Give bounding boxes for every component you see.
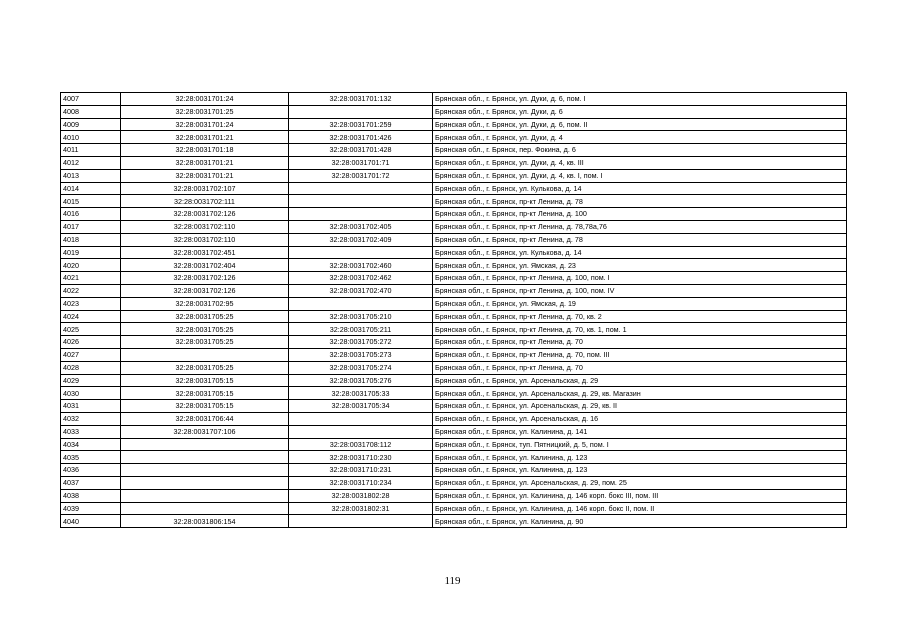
row-number-cell: 4028 [61, 361, 121, 374]
object-cadastral-number-cell: 32:28:0031705:211 [289, 323, 433, 336]
address-cell: Брянская обл., г. Брянск, ул. Дуки, д. 4, кв. I, пом. I [433, 169, 847, 182]
land-cadastral-number-cell: 32:28:0031701:25 [121, 105, 289, 118]
row-number-cell: 4010 [61, 131, 121, 144]
land-cadastral-number-cell: 32:28:0031705:25 [121, 336, 289, 349]
row-number-cell: 4037 [61, 476, 121, 489]
table-row [61, 464, 847, 477]
land-cadastral-number-cell [121, 348, 289, 361]
table-row [61, 348, 847, 361]
address-cell: Брянская обл., г. Брянск, ул. Арсенальская, д. 29, пом. 25 [433, 476, 847, 489]
table-row [61, 156, 847, 169]
table-row [61, 144, 847, 157]
registry-table-body [61, 93, 847, 528]
object-cadastral-number-cell: 32:28:0031705:34 [289, 400, 433, 413]
address-cell: Брянская обл., г. Брянск, ул. Дуки, д. 6, пом. I [433, 93, 847, 106]
table-row [61, 118, 847, 131]
table-row [61, 374, 847, 387]
table-row [61, 93, 847, 106]
row-number-cell: 4034 [61, 438, 121, 451]
property-registry-table [60, 92, 847, 528]
address-cell: Брянская обл., г. Брянск, пр-кт Ленина, д. 100, пом. I [433, 272, 847, 285]
land-cadastral-number-cell: 32:28:0031702:111 [121, 195, 289, 208]
table-row [61, 476, 847, 489]
land-cadastral-number-cell: 32:28:0031705:15 [121, 387, 289, 400]
row-number-cell: 4023 [61, 297, 121, 310]
object-cadastral-number-cell: 32:28:0031710:234 [289, 476, 433, 489]
table-row [61, 412, 847, 425]
address-cell: Брянская обл., г. Брянск, ул. Арсенальская, д. 16 [433, 412, 847, 425]
table-row [61, 451, 847, 464]
row-number-cell: 4016 [61, 208, 121, 221]
land-cadastral-number-cell: 32:28:0031702:126 [121, 284, 289, 297]
object-cadastral-number-cell: 32:28:0031710:231 [289, 464, 433, 477]
row-number-cell: 4035 [61, 451, 121, 464]
address-cell: Брянская обл., г. Брянск, ул. Калинина, д. 141 [433, 425, 847, 438]
land-cadastral-number-cell: 32:28:0031706:44 [121, 412, 289, 425]
row-number-cell: 4017 [61, 220, 121, 233]
row-number-cell: 4025 [61, 323, 121, 336]
row-number-cell: 4014 [61, 182, 121, 195]
table-row [61, 400, 847, 413]
row-number-cell: 4024 [61, 310, 121, 323]
table-row [61, 182, 847, 195]
address-cell: Брянская обл., г. Брянск, туп. Пятницкий, д. 5, пом. I [433, 438, 847, 451]
address-cell: Брянская обл., г. Брянск, ул. Дуки, д. 4, кв. III [433, 156, 847, 169]
address-cell: Брянская обл., г. Брянск, ул. Калинина, д. 123 [433, 451, 847, 464]
address-cell: Брянская обл., г. Брянск, ул. Калинина, д. 146 корп. бокс II, пом. II [433, 502, 847, 515]
table-row [61, 272, 847, 285]
row-number-cell: 4019 [61, 246, 121, 259]
address-cell: Брянская обл., г. Брянск, пр-кт Ленина, д. 70, кв. 2 [433, 310, 847, 323]
row-number-cell: 4020 [61, 259, 121, 272]
object-cadastral-number-cell [289, 208, 433, 221]
row-number-cell: 4032 [61, 412, 121, 425]
row-number-cell: 4038 [61, 489, 121, 502]
row-number-cell: 4007 [61, 93, 121, 106]
table-row [61, 195, 847, 208]
row-number-cell: 4033 [61, 425, 121, 438]
table-row [61, 515, 847, 528]
land-cadastral-number-cell: 32:28:0031806:154 [121, 515, 289, 528]
land-cadastral-number-cell: 32:28:0031702:107 [121, 182, 289, 195]
address-cell: Брянская обл., г. Брянск, пр-кт Ленина, д. 70 [433, 361, 847, 374]
land-cadastral-number-cell: 32:28:0031705:25 [121, 310, 289, 323]
object-cadastral-number-cell: 32:28:0031705:210 [289, 310, 433, 323]
table-row [61, 438, 847, 451]
land-cadastral-number-cell: 32:28:0031701:21 [121, 169, 289, 182]
table-row [61, 361, 847, 374]
land-cadastral-number-cell: 32:28:0031701:18 [121, 144, 289, 157]
object-cadastral-number-cell: 32:28:0031701:72 [289, 169, 433, 182]
land-cadastral-number-cell [121, 489, 289, 502]
table-row [61, 323, 847, 336]
land-cadastral-number-cell: 32:28:0031701:24 [121, 93, 289, 106]
object-cadastral-number-cell [289, 412, 433, 425]
address-cell: Брянская обл., г. Брянск, ул. Дуки, д. 6 [433, 105, 847, 118]
table-row [61, 489, 847, 502]
land-cadastral-number-cell: 32:28:0031702:110 [121, 233, 289, 246]
land-cadastral-number-cell [121, 476, 289, 489]
object-cadastral-number-cell: 32:28:0031708:112 [289, 438, 433, 451]
table-row [61, 169, 847, 182]
object-cadastral-number-cell: 32:28:0031705:274 [289, 361, 433, 374]
table-row [61, 208, 847, 221]
row-number-cell: 4015 [61, 195, 121, 208]
address-cell: Брянская обл., г. Брянск, ул. Кулькова, д. 14 [433, 246, 847, 259]
object-cadastral-number-cell: 32:28:0031701:71 [289, 156, 433, 169]
address-cell: Брянская обл., г. Брянск, пер. Фокина, д. 6 [433, 144, 847, 157]
page-number: 119 [444, 575, 461, 587]
row-number-cell: 4022 [61, 284, 121, 297]
table-row [61, 425, 847, 438]
row-number-cell: 4027 [61, 348, 121, 361]
row-number-cell: 4031 [61, 400, 121, 413]
land-cadastral-number-cell: 32:28:0031705:25 [121, 323, 289, 336]
land-cadastral-number-cell: 32:28:0031702:95 [121, 297, 289, 310]
object-cadastral-number-cell [289, 195, 433, 208]
object-cadastral-number-cell: 32:28:0031710:230 [289, 451, 433, 464]
object-cadastral-number-cell [289, 297, 433, 310]
row-number-cell: 4011 [61, 144, 121, 157]
row-number-cell: 4021 [61, 272, 121, 285]
land-cadastral-number-cell: 32:28:0031705:15 [121, 400, 289, 413]
row-number-cell: 4040 [61, 515, 121, 528]
address-cell: Брянская обл., г. Брянск, ул. Калинина, д. 123 [433, 464, 847, 477]
row-number-cell: 4039 [61, 502, 121, 515]
object-cadastral-number-cell [289, 425, 433, 438]
address-cell: Брянская обл., г. Брянск, ул. Кулькова, д. 14 [433, 182, 847, 195]
address-cell: Брянская обл., г. Брянск, пр-кт Ленина, д. 70, пом. III [433, 348, 847, 361]
land-cadastral-number-cell [121, 464, 289, 477]
land-cadastral-number-cell: 32:28:0031701:21 [121, 131, 289, 144]
land-cadastral-number-cell [121, 451, 289, 464]
address-cell: Брянская обл., г. Брянск, ул. Калинина, д. 146 корп. бокс III, пом. III [433, 489, 847, 502]
land-cadastral-number-cell: 32:28:0031702:126 [121, 272, 289, 285]
address-cell: Брянская обл., г. Брянск, пр-кт Ленина, д. 100, пом. IV [433, 284, 847, 297]
land-cadastral-number-cell: 32:28:0031701:21 [121, 156, 289, 169]
row-number-cell: 4036 [61, 464, 121, 477]
object-cadastral-number-cell: 32:28:0031705:33 [289, 387, 433, 400]
row-number-cell: 4029 [61, 374, 121, 387]
address-cell: Брянская обл., г. Брянск, ул. Ямская, д. 19 [433, 297, 847, 310]
land-cadastral-number-cell: 32:28:0031701:24 [121, 118, 289, 131]
row-number-cell: 4026 [61, 336, 121, 349]
object-cadastral-number-cell: 32:28:0031702:462 [289, 272, 433, 285]
table-row [61, 336, 847, 349]
address-cell: Брянская обл., г. Брянск, пр-кт Ленина, д. 78 [433, 195, 847, 208]
row-number-cell: 4012 [61, 156, 121, 169]
table-row [61, 131, 847, 144]
object-cadastral-number-cell: 32:28:0031701:428 [289, 144, 433, 157]
table-row [61, 246, 847, 259]
object-cadastral-number-cell: 32:28:0031702:409 [289, 233, 433, 246]
land-cadastral-number-cell: 32:28:0031707:106 [121, 425, 289, 438]
row-number-cell: 4009 [61, 118, 121, 131]
row-number-cell: 4008 [61, 105, 121, 118]
object-cadastral-number-cell: 32:28:0031701:132 [289, 93, 433, 106]
object-cadastral-number-cell [289, 105, 433, 118]
address-cell: Брянская обл., г. Брянск, пр-кт Ленина, д. 100 [433, 208, 847, 221]
table-row [61, 259, 847, 272]
object-cadastral-number-cell [289, 246, 433, 259]
table-row [61, 284, 847, 297]
object-cadastral-number-cell: 32:28:0031702:470 [289, 284, 433, 297]
object-cadastral-number-cell: 32:28:0031701:259 [289, 118, 433, 131]
address-cell: Брянская обл., г. Брянск, пр-кт Ленина, д. 70 [433, 336, 847, 349]
address-cell: Брянская обл., г. Брянск, пр-кт Ленина, д. 78,78а,76 [433, 220, 847, 233]
table-row [61, 310, 847, 323]
address-cell: Брянская обл., г. Брянск, ул. Арсенальская, д. 29 [433, 374, 847, 387]
address-cell: Брянская обл., г. Брянск, пр-кт Ленина, д. 70, кв. 1, пом. 1 [433, 323, 847, 336]
land-cadastral-number-cell: 32:28:0031702:126 [121, 208, 289, 221]
land-cadastral-number-cell: 32:28:0031705:25 [121, 361, 289, 374]
row-number-cell: 4018 [61, 233, 121, 246]
table-row [61, 105, 847, 118]
land-cadastral-number-cell [121, 502, 289, 515]
address-cell: Брянская обл., г. Брянск, пр-кт Ленина, д. 78 [433, 233, 847, 246]
land-cadastral-number-cell: 32:28:0031705:15 [121, 374, 289, 387]
object-cadastral-number-cell [289, 515, 433, 528]
table-row [61, 220, 847, 233]
table-row [61, 233, 847, 246]
object-cadastral-number-cell: 32:28:0031702:405 [289, 220, 433, 233]
object-cadastral-number-cell: 32:28:0031705:276 [289, 374, 433, 387]
object-cadastral-number-cell: 32:28:0031705:272 [289, 336, 433, 349]
address-cell: Брянская обл., г. Брянск, ул. Калинина, д. 90 [433, 515, 847, 528]
address-cell: Брянская обл., г. Брянск, ул. Дуки, д. 4 [433, 131, 847, 144]
address-cell: Брянская обл., г. Брянск, ул. Арсенальская, д. 29, кв. Магазин [433, 387, 847, 400]
object-cadastral-number-cell: 32:28:0031802:31 [289, 502, 433, 515]
table-row [61, 502, 847, 515]
row-number-cell: 4030 [61, 387, 121, 400]
object-cadastral-number-cell [289, 182, 433, 195]
land-cadastral-number-cell: 32:28:0031702:110 [121, 220, 289, 233]
row-number-cell: 4013 [61, 169, 121, 182]
address-cell: Брянская обл., г. Брянск, ул. Дуки, д. 6, пом. II [433, 118, 847, 131]
land-cadastral-number-cell [121, 438, 289, 451]
object-cadastral-number-cell: 32:28:0031705:273 [289, 348, 433, 361]
address-cell: Брянская обл., г. Брянск, ул. Арсенальская, д. 29, кв. II [433, 400, 847, 413]
land-cadastral-number-cell: 32:28:0031702:404 [121, 259, 289, 272]
address-cell: Брянская обл., г. Брянск, ул. Ямская, д. 23 [433, 259, 847, 272]
land-cadastral-number-cell: 32:28:0031702:451 [121, 246, 289, 259]
object-cadastral-number-cell: 32:28:0031701:426 [289, 131, 433, 144]
table-row [61, 387, 847, 400]
object-cadastral-number-cell: 32:28:0031802:28 [289, 489, 433, 502]
object-cadastral-number-cell: 32:28:0031702:460 [289, 259, 433, 272]
table-row [61, 297, 847, 310]
